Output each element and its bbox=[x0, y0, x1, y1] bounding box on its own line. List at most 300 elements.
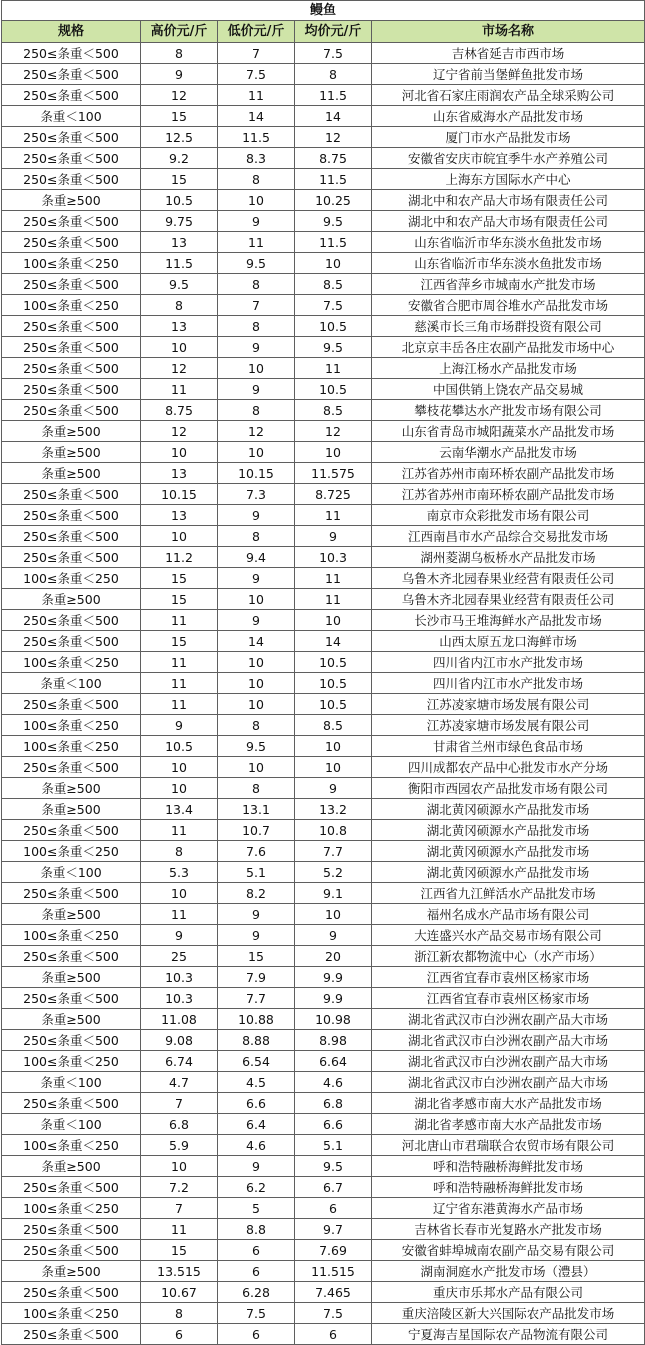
cell-low-price: 7.7 bbox=[218, 988, 295, 1009]
cell-market: 福州名成水产品市场有限公司 bbox=[372, 904, 645, 925]
cell-low-price: 10.15 bbox=[218, 463, 295, 484]
table-row bbox=[2, 631, 645, 652]
cell-spec: 250≤条重＜500 bbox=[2, 610, 141, 631]
cell-high-price: 9.5 bbox=[141, 274, 218, 295]
cell-low-price: 6 bbox=[218, 1240, 295, 1261]
cell-low-price: 9 bbox=[218, 925, 295, 946]
cell-high-price: 9.08 bbox=[141, 1030, 218, 1051]
cell-high-price: 13.515 bbox=[141, 1261, 218, 1282]
cell-spec: 条重＜100 bbox=[2, 1114, 141, 1135]
cell-low-price: 4.6 bbox=[218, 1135, 295, 1156]
cell-avg-price: 9 bbox=[295, 778, 372, 799]
cell-low-price: 6.2 bbox=[218, 1177, 295, 1198]
cell-high-price: 8 bbox=[141, 295, 218, 316]
cell-market: 吉林省延吉市西市场 bbox=[372, 43, 645, 64]
cell-spec: 100≤条重＜250 bbox=[2, 715, 141, 736]
cell-market: 慈溪市长三角市场群投资有限公司 bbox=[372, 316, 645, 337]
cell-spec: 条重＜100 bbox=[2, 673, 141, 694]
table-row bbox=[2, 799, 645, 820]
table-row bbox=[2, 253, 645, 274]
cell-avg-price: 6.6 bbox=[295, 1114, 372, 1135]
table-title: 鳗鱼 bbox=[2, 1, 645, 21]
cell-spec: 100≤条重＜250 bbox=[2, 736, 141, 757]
cell-spec: 条重＜100 bbox=[2, 862, 141, 883]
cell-avg-price: 11.5 bbox=[295, 85, 372, 106]
cell-market: 安徽省合肥市周谷堆水产品批发市场 bbox=[372, 295, 645, 316]
cell-high-price: 11.08 bbox=[141, 1009, 218, 1030]
cell-spec: 250≤条重＜500 bbox=[2, 505, 141, 526]
cell-avg-price: 10 bbox=[295, 904, 372, 925]
table-row bbox=[2, 295, 645, 316]
cell-spec: 100≤条重＜250 bbox=[2, 1303, 141, 1324]
cell-low-price: 10.7 bbox=[218, 820, 295, 841]
cell-market: 乌鲁木齐北园春果业经营有限责任公司 bbox=[372, 589, 645, 610]
cell-spec: 100≤条重＜250 bbox=[2, 1198, 141, 1219]
cell-spec: 250≤条重＜500 bbox=[2, 484, 141, 505]
cell-low-price: 10 bbox=[218, 358, 295, 379]
cell-low-price: 8.2 bbox=[218, 883, 295, 904]
cell-spec: 条重≥500 bbox=[2, 421, 141, 442]
cell-market: 四川省内江市水产批发市场 bbox=[372, 673, 645, 694]
col-header-low-price: 低价元/斤 bbox=[218, 21, 295, 43]
cell-spec: 250≤条重＜500 bbox=[2, 337, 141, 358]
cell-low-price: 10.88 bbox=[218, 1009, 295, 1030]
cell-spec: 250≤条重＜500 bbox=[2, 1324, 141, 1345]
cell-market: 江西省宜春市袁州区杨家市场 bbox=[372, 988, 645, 1009]
cell-market: 呼和浩特融桥海鲜批发市场 bbox=[372, 1177, 645, 1198]
cell-spec: 条重≥500 bbox=[2, 778, 141, 799]
table-row bbox=[2, 85, 645, 106]
cell-high-price: 13 bbox=[141, 463, 218, 484]
cell-market: 湖北省武汉市白沙洲农副产品大市场 bbox=[372, 1051, 645, 1072]
cell-avg-price: 10 bbox=[295, 757, 372, 778]
cell-high-price: 8 bbox=[141, 841, 218, 862]
cell-avg-price: 5.2 bbox=[295, 862, 372, 883]
cell-high-price: 10 bbox=[141, 337, 218, 358]
table-row bbox=[2, 127, 645, 148]
cell-high-price: 11 bbox=[141, 820, 218, 841]
table-row bbox=[2, 526, 645, 547]
table-row bbox=[2, 463, 645, 484]
table-row bbox=[2, 484, 645, 505]
cell-avg-price: 8.5 bbox=[295, 274, 372, 295]
cell-high-price: 11 bbox=[141, 1219, 218, 1240]
cell-high-price: 13 bbox=[141, 316, 218, 337]
cell-high-price: 10 bbox=[141, 778, 218, 799]
cell-market: 呼和浩特融桥海鲜批发市场 bbox=[372, 1156, 645, 1177]
cell-avg-price: 13.2 bbox=[295, 799, 372, 820]
cell-spec: 250≤条重＜500 bbox=[2, 85, 141, 106]
cell-spec: 100≤条重＜250 bbox=[2, 925, 141, 946]
cell-avg-price: 7.5 bbox=[295, 43, 372, 64]
cell-high-price: 9 bbox=[141, 715, 218, 736]
cell-high-price: 13.4 bbox=[141, 799, 218, 820]
cell-spec: 250≤条重＜500 bbox=[2, 400, 141, 421]
table-row bbox=[2, 232, 645, 253]
cell-spec: 250≤条重＜500 bbox=[2, 820, 141, 841]
cell-market: 衡阳市西园农产品批发市场有限公司 bbox=[372, 778, 645, 799]
cell-avg-price: 10.5 bbox=[295, 652, 372, 673]
cell-market: 河北唐山市君瑞联合农贸市场有限公司 bbox=[372, 1135, 645, 1156]
cell-avg-price: 6 bbox=[295, 1198, 372, 1219]
cell-avg-price: 7.5 bbox=[295, 1303, 372, 1324]
cell-spec: 250≤条重＜500 bbox=[2, 1219, 141, 1240]
cell-low-price: 9.4 bbox=[218, 547, 295, 568]
cell-low-price: 6.6 bbox=[218, 1093, 295, 1114]
cell-high-price: 10 bbox=[141, 1156, 218, 1177]
cell-low-price: 9 bbox=[218, 505, 295, 526]
cell-low-price: 9.5 bbox=[218, 253, 295, 274]
cell-high-price: 11 bbox=[141, 673, 218, 694]
title-row bbox=[2, 1, 645, 21]
cell-high-price: 25 bbox=[141, 946, 218, 967]
table-row bbox=[2, 1324, 645, 1345]
cell-low-price: 7.9 bbox=[218, 967, 295, 988]
cell-high-price: 15 bbox=[141, 589, 218, 610]
cell-market: 四川成都农产品中心批发市水产分场 bbox=[372, 757, 645, 778]
table-row bbox=[2, 505, 645, 526]
cell-avg-price: 11 bbox=[295, 358, 372, 379]
cell-low-price: 13.1 bbox=[218, 799, 295, 820]
cell-spec: 条重＜100 bbox=[2, 106, 141, 127]
cell-avg-price: 10.5 bbox=[295, 379, 372, 400]
cell-high-price: 11 bbox=[141, 694, 218, 715]
table-row bbox=[2, 1009, 645, 1030]
cell-low-price: 8.8 bbox=[218, 1219, 295, 1240]
cell-spec: 250≤条重＜500 bbox=[2, 1093, 141, 1114]
cell-market: 重庆市乐邦水产品有限公司 bbox=[372, 1282, 645, 1303]
table-row bbox=[2, 778, 645, 799]
cell-market: 江西省萍乡市城南水产批发市场 bbox=[372, 274, 645, 295]
cell-high-price: 12 bbox=[141, 85, 218, 106]
cell-spec: 250≤条重＜500 bbox=[2, 757, 141, 778]
cell-market: 湖北黄冈硕源水产品批发市场 bbox=[372, 820, 645, 841]
cell-avg-price: 4.6 bbox=[295, 1072, 372, 1093]
table-row bbox=[2, 1219, 645, 1240]
cell-market: 山东省青岛市城阳蔬菜水产品批发市场 bbox=[372, 421, 645, 442]
cell-market: 攀枝花攀达水产批发市场有限公司 bbox=[372, 400, 645, 421]
cell-market: 云南华潮水产品批发市场 bbox=[372, 442, 645, 463]
cell-low-price: 10 bbox=[218, 757, 295, 778]
cell-high-price: 10.3 bbox=[141, 967, 218, 988]
table-row bbox=[2, 190, 645, 211]
cell-high-price: 10 bbox=[141, 442, 218, 463]
cell-high-price: 6.74 bbox=[141, 1051, 218, 1072]
table-row bbox=[2, 1030, 645, 1051]
cell-high-price: 5.3 bbox=[141, 862, 218, 883]
table-row bbox=[2, 148, 645, 169]
cell-market: 长沙市马王堆海鲜水产品批发市场 bbox=[372, 610, 645, 631]
cell-high-price: 7 bbox=[141, 1198, 218, 1219]
cell-market: 江苏凌家塘市场发展有限公司 bbox=[372, 694, 645, 715]
table-row bbox=[2, 673, 645, 694]
table-row bbox=[2, 169, 645, 190]
cell-avg-price: 10 bbox=[295, 253, 372, 274]
cell-spec: 250≤条重＜500 bbox=[2, 547, 141, 568]
cell-market: 上海江杨水产品批发市场 bbox=[372, 358, 645, 379]
cell-low-price: 9 bbox=[218, 1156, 295, 1177]
cell-market: 中国供销上饶农产品交易城 bbox=[372, 379, 645, 400]
cell-market: 安徽省安庆市皖宜季牛水产养殖公司 bbox=[372, 148, 645, 169]
cell-low-price: 8.88 bbox=[218, 1030, 295, 1051]
cell-low-price: 11.5 bbox=[218, 127, 295, 148]
cell-spec: 条重≥500 bbox=[2, 1009, 141, 1030]
cell-spec: 250≤条重＜500 bbox=[2, 694, 141, 715]
table-row bbox=[2, 1135, 645, 1156]
cell-high-price: 11 bbox=[141, 652, 218, 673]
cell-market: 江西南昌市水产品综合交易批发市场 bbox=[372, 526, 645, 547]
table-row bbox=[2, 736, 645, 757]
cell-low-price: 15 bbox=[218, 946, 295, 967]
cell-avg-price: 8.725 bbox=[295, 484, 372, 505]
table-row bbox=[2, 316, 645, 337]
cell-high-price: 6.8 bbox=[141, 1114, 218, 1135]
cell-high-price: 12 bbox=[141, 421, 218, 442]
cell-market: 湖南洞庭水产批发市场（澧县） bbox=[372, 1261, 645, 1282]
cell-high-price: 15 bbox=[141, 568, 218, 589]
cell-low-price: 5 bbox=[218, 1198, 295, 1219]
cell-spec: 250≤条重＜500 bbox=[2, 1282, 141, 1303]
cell-spec: 250≤条重＜500 bbox=[2, 1177, 141, 1198]
cell-avg-price: 9.9 bbox=[295, 967, 372, 988]
cell-spec: 条重≥500 bbox=[2, 190, 141, 211]
cell-market: 乌鲁木齐北园春果业经营有限责任公司 bbox=[372, 568, 645, 589]
table-row bbox=[2, 841, 645, 862]
cell-market: 湖北省武汉市白沙洲农副产品大市场 bbox=[372, 1030, 645, 1051]
cell-avg-price: 9.7 bbox=[295, 1219, 372, 1240]
cell-spec: 250≤条重＜500 bbox=[2, 1240, 141, 1261]
cell-low-price: 8 bbox=[218, 778, 295, 799]
cell-low-price: 6.4 bbox=[218, 1114, 295, 1135]
cell-high-price: 15 bbox=[141, 106, 218, 127]
cell-market: 山东省威海水产品批发市场 bbox=[372, 106, 645, 127]
cell-avg-price: 9.9 bbox=[295, 988, 372, 1009]
cell-avg-price: 11.515 bbox=[295, 1261, 372, 1282]
cell-high-price: 11.5 bbox=[141, 253, 218, 274]
cell-avg-price: 11 bbox=[295, 505, 372, 526]
cell-market: 湖北黄冈硕源水产品批发市场 bbox=[372, 862, 645, 883]
cell-market: 江西省宜春市袁州区杨家市场 bbox=[372, 967, 645, 988]
cell-spec: 250≤条重＜500 bbox=[2, 316, 141, 337]
cell-spec: 条重≥500 bbox=[2, 967, 141, 988]
table-row bbox=[2, 421, 645, 442]
cell-high-price: 11 bbox=[141, 610, 218, 631]
cell-market: 江苏凌家塘市场发展有限公司 bbox=[372, 715, 645, 736]
cell-market: 湖北省武汉市白沙洲农副产品大市场 bbox=[372, 1072, 645, 1093]
cell-low-price: 7.6 bbox=[218, 841, 295, 862]
table-row bbox=[2, 379, 645, 400]
table-row bbox=[2, 400, 645, 421]
cell-avg-price: 10 bbox=[295, 442, 372, 463]
cell-spec: 条重≥500 bbox=[2, 799, 141, 820]
cell-high-price: 11.2 bbox=[141, 547, 218, 568]
table-row bbox=[2, 1198, 645, 1219]
cell-high-price: 4.7 bbox=[141, 1072, 218, 1093]
cell-market: 辽宁省前当堡鲜鱼批发市场 bbox=[372, 64, 645, 85]
price-table bbox=[1, 0, 645, 1345]
table-row bbox=[2, 820, 645, 841]
cell-low-price: 11 bbox=[218, 85, 295, 106]
cell-spec: 100≤条重＜250 bbox=[2, 568, 141, 589]
cell-avg-price: 6.7 bbox=[295, 1177, 372, 1198]
cell-spec: 100≤条重＜250 bbox=[2, 253, 141, 274]
cell-spec: 条重≥500 bbox=[2, 904, 141, 925]
table-row bbox=[2, 1156, 645, 1177]
cell-low-price: 8 bbox=[218, 400, 295, 421]
cell-spec: 250≤条重＜500 bbox=[2, 358, 141, 379]
cell-market: 辽宁省东港黄海水产品市场 bbox=[372, 1198, 645, 1219]
cell-market: 江苏省苏州市南环桥农副产品批发市场 bbox=[372, 463, 645, 484]
header-row bbox=[2, 21, 645, 43]
table-row bbox=[2, 358, 645, 379]
cell-market: 重庆涪陵区新大兴国际农产品批发市场 bbox=[372, 1303, 645, 1324]
cell-spec: 100≤条重＜250 bbox=[2, 652, 141, 673]
col-header-market: 市场名称 bbox=[372, 21, 645, 43]
cell-high-price: 9.75 bbox=[141, 211, 218, 232]
cell-spec: 条重≥500 bbox=[2, 589, 141, 610]
cell-avg-price: 6.64 bbox=[295, 1051, 372, 1072]
cell-high-price: 12 bbox=[141, 358, 218, 379]
cell-market: 湖北中和农产品大市场有限责任公司 bbox=[372, 211, 645, 232]
cell-low-price: 10 bbox=[218, 652, 295, 673]
cell-market: 山西太原五龙口海鲜市场 bbox=[372, 631, 645, 652]
cell-market: 江苏省苏州市南环桥农副产品批发市场 bbox=[372, 484, 645, 505]
cell-high-price: 10.3 bbox=[141, 988, 218, 1009]
cell-avg-price: 10.3 bbox=[295, 547, 372, 568]
cell-avg-price: 9.1 bbox=[295, 883, 372, 904]
cell-low-price: 5.1 bbox=[218, 862, 295, 883]
cell-low-price: 8 bbox=[218, 526, 295, 547]
cell-avg-price: 11 bbox=[295, 568, 372, 589]
cell-low-price: 8 bbox=[218, 715, 295, 736]
cell-market: 湖北省武汉市白沙洲农副产品大市场 bbox=[372, 1009, 645, 1030]
table-row bbox=[2, 274, 645, 295]
cell-low-price: 10 bbox=[218, 442, 295, 463]
cell-market: 北京京丰岳各庄农副产品批发市场中心 bbox=[372, 337, 645, 358]
cell-avg-price: 8 bbox=[295, 64, 372, 85]
cell-low-price: 4.5 bbox=[218, 1072, 295, 1093]
table-row bbox=[2, 442, 645, 463]
table-row bbox=[2, 1093, 645, 1114]
cell-avg-price: 7.7 bbox=[295, 841, 372, 862]
cell-high-price: 8 bbox=[141, 43, 218, 64]
cell-high-price: 10 bbox=[141, 526, 218, 547]
cell-high-price: 12.5 bbox=[141, 127, 218, 148]
cell-spec: 250≤条重＜500 bbox=[2, 211, 141, 232]
cell-low-price: 7.3 bbox=[218, 484, 295, 505]
table-row bbox=[2, 862, 645, 883]
cell-spec: 250≤条重＜500 bbox=[2, 148, 141, 169]
cell-avg-price: 11.575 bbox=[295, 463, 372, 484]
table-row bbox=[2, 694, 645, 715]
cell-spec: 250≤条重＜500 bbox=[2, 379, 141, 400]
cell-low-price: 7.5 bbox=[218, 1303, 295, 1324]
cell-spec: 250≤条重＜500 bbox=[2, 43, 141, 64]
table-row bbox=[2, 64, 645, 85]
cell-spec: 250≤条重＜500 bbox=[2, 232, 141, 253]
cell-low-price: 9 bbox=[218, 211, 295, 232]
table-row bbox=[2, 904, 645, 925]
table-row bbox=[2, 988, 645, 1009]
cell-high-price: 9 bbox=[141, 925, 218, 946]
table-row bbox=[2, 757, 645, 778]
cell-spec: 条重≥500 bbox=[2, 442, 141, 463]
cell-avg-price: 6.8 bbox=[295, 1093, 372, 1114]
table-row bbox=[2, 1282, 645, 1303]
cell-avg-price: 10.98 bbox=[295, 1009, 372, 1030]
cell-low-price: 11 bbox=[218, 232, 295, 253]
cell-market: 湖北省孝感市南大水产品批发市场 bbox=[372, 1114, 645, 1135]
cell-low-price: 9 bbox=[218, 610, 295, 631]
cell-low-price: 9.5 bbox=[218, 736, 295, 757]
price-table-body bbox=[2, 1, 645, 1345]
cell-low-price: 6.54 bbox=[218, 1051, 295, 1072]
cell-spec: 250≤条重＜500 bbox=[2, 169, 141, 190]
cell-low-price: 9 bbox=[218, 904, 295, 925]
cell-avg-price: 7.5 bbox=[295, 295, 372, 316]
cell-avg-price: 7.465 bbox=[295, 1282, 372, 1303]
cell-market: 湖北黄冈硕源水产品批发市场 bbox=[372, 841, 645, 862]
cell-high-price: 10 bbox=[141, 883, 218, 904]
cell-high-price: 10.5 bbox=[141, 190, 218, 211]
cell-low-price: 8 bbox=[218, 274, 295, 295]
table-row bbox=[2, 1177, 645, 1198]
table-row bbox=[2, 211, 645, 232]
cell-spec: 100≤条重＜250 bbox=[2, 295, 141, 316]
table-row bbox=[2, 1240, 645, 1261]
cell-high-price: 15 bbox=[141, 631, 218, 652]
cell-avg-price: 9.5 bbox=[295, 211, 372, 232]
cell-low-price: 9 bbox=[218, 337, 295, 358]
cell-low-price: 10 bbox=[218, 694, 295, 715]
col-header-avg-price: 均价元/斤 bbox=[295, 21, 372, 43]
cell-high-price: 10.15 bbox=[141, 484, 218, 505]
cell-market: 厦门市水产品批发市场 bbox=[372, 127, 645, 148]
cell-spec: 100≤条重＜250 bbox=[2, 841, 141, 862]
cell-market: 湖北省孝感市南大水产品批发市场 bbox=[372, 1093, 645, 1114]
cell-low-price: 14 bbox=[218, 631, 295, 652]
cell-low-price: 10 bbox=[218, 190, 295, 211]
table-row bbox=[2, 547, 645, 568]
cell-avg-price: 9 bbox=[295, 526, 372, 547]
cell-avg-price: 14 bbox=[295, 106, 372, 127]
table-row bbox=[2, 43, 645, 64]
cell-high-price: 10.5 bbox=[141, 736, 218, 757]
cell-spec: 250≤条重＜500 bbox=[2, 274, 141, 295]
cell-low-price: 6 bbox=[218, 1324, 295, 1345]
cell-avg-price: 10 bbox=[295, 736, 372, 757]
cell-avg-price: 11.5 bbox=[295, 232, 372, 253]
cell-avg-price: 10.25 bbox=[295, 190, 372, 211]
table-row bbox=[2, 946, 645, 967]
cell-avg-price: 11 bbox=[295, 589, 372, 610]
cell-spec: 250≤条重＜500 bbox=[2, 946, 141, 967]
cell-low-price: 6.28 bbox=[218, 1282, 295, 1303]
cell-low-price: 10 bbox=[218, 673, 295, 694]
cell-avg-price: 10.8 bbox=[295, 820, 372, 841]
cell-low-price: 7 bbox=[218, 43, 295, 64]
cell-low-price: 6 bbox=[218, 1261, 295, 1282]
cell-avg-price: 20 bbox=[295, 946, 372, 967]
cell-avg-price: 9.5 bbox=[295, 1156, 372, 1177]
cell-high-price: 9 bbox=[141, 64, 218, 85]
cell-market: 甘肃省兰州市绿色食品市场 bbox=[372, 736, 645, 757]
cell-high-price: 11 bbox=[141, 379, 218, 400]
cell-avg-price: 8.98 bbox=[295, 1030, 372, 1051]
table-row bbox=[2, 1303, 645, 1324]
table-row bbox=[2, 1072, 645, 1093]
cell-low-price: 9 bbox=[218, 379, 295, 400]
